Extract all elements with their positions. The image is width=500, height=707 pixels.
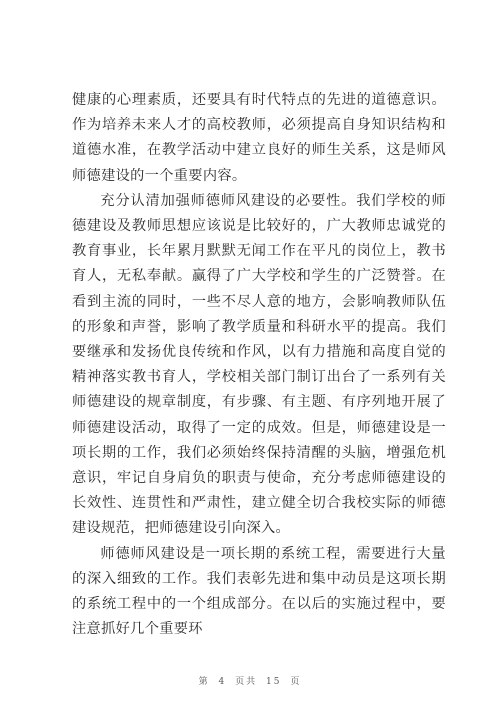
- footer-prefix: 第: [198, 677, 210, 687]
- footer-page-number: 4: [218, 677, 227, 687]
- footer-middle: 页共: [235, 677, 258, 687]
- document-body: [72, 88, 446, 642]
- paragraph-1: 健康的心理素质，还要具有时代特点的先进的道德意识。作为培养未来人才的高校教师，必须提高自身知识结构和道德水准，在教学活动中建立良好的师生关系，这是师风师德建设的一个重要内容。: [72, 92, 446, 184]
- paragraph-3: 师德师风建设是一项长期的系统工程，需要进行大量的深入细致的工作。我们表彰先进和集中动员是这项长期的系统工程中的一个组成部分。在以后的实施过程中，要注意抓好几个重要环: [72, 545, 446, 638]
- page-footer: [0, 674, 500, 687]
- footer-total-pages: 15: [266, 677, 282, 687]
- paragraph-2: 充分认清加强师德师风建设的必要性。我们学校的师德建设及教师思想应该说是比较好的，广大教师忠诚党的教育事业，长年累月默默无闻工作在平凡的岗位上，教书育人，无私奉献。赢得了广大学校和学生的广泛赞誉。在看到主流的同时，一些不尽人意的地方，会影响教师队伍的形象和声誉，影响了教学质量和科研水平的提高。我们要继承和发扬优良传统和作风，以有力措施和高度自觉的精神落实教书育人，学校相关部门制订出台了一系列有关师德建设的规章制度，有步骤、有主题、有序列地开展了师德建设活动，取得了一定的成效。但是，师德建设是一项长期的工作，我们必须始终保持清醒的头脑，增强危机意识，牢记自身肩负的职责与使命，充分考虑师德建设的长效性、连贯性和严肃性，建立健全切合我校实际的师德建设规范，把师德建设引向深入。: [72, 192, 446, 537]
- footer-suffix: 页: [290, 677, 302, 687]
